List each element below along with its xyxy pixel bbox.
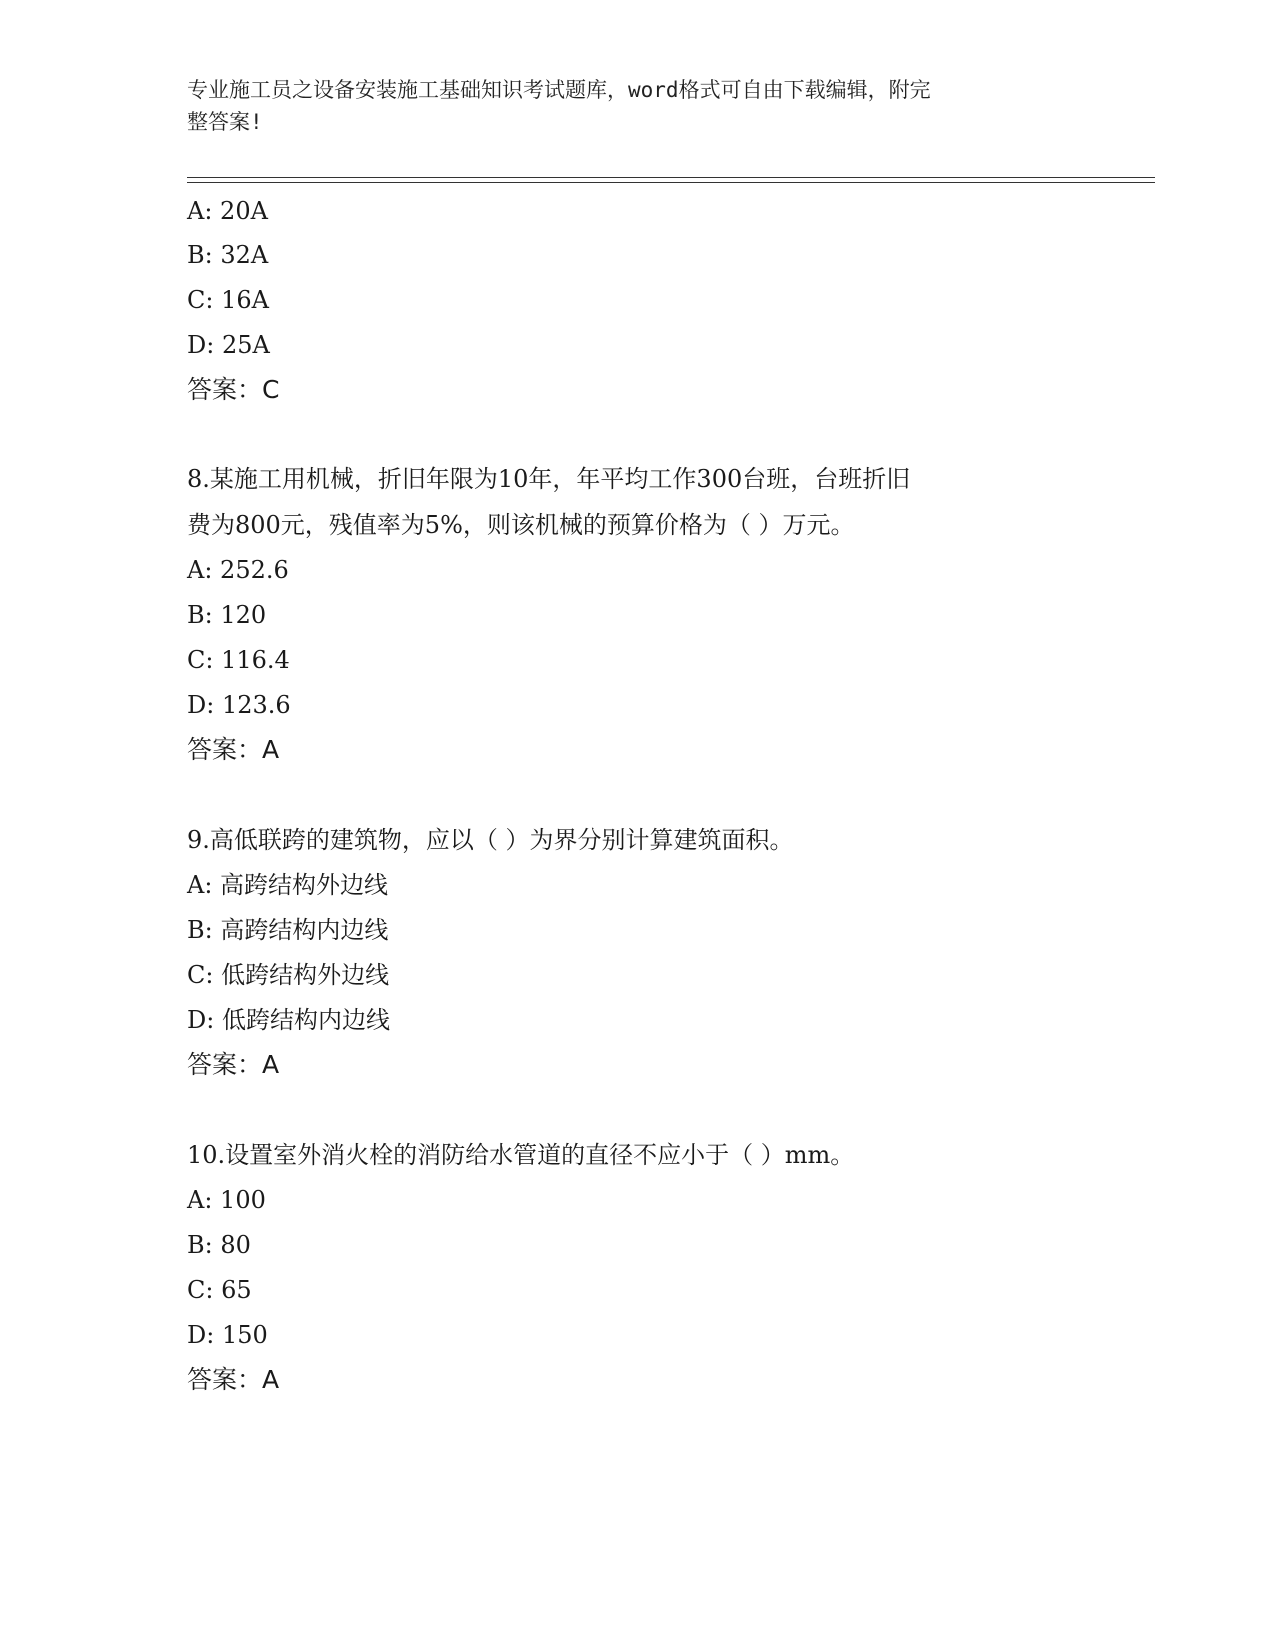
q7-option-c: C: 16A	[187, 286, 269, 314]
q7-option-b: B: 32A	[187, 241, 269, 269]
header-line-2: 整答案!	[187, 110, 263, 134]
q10-option-d: D: 150	[187, 1321, 268, 1349]
q10-option-c: C: 65	[187, 1276, 252, 1304]
q8-option-a: A: 252.6	[187, 556, 289, 584]
q7-option-d: D: 25A	[187, 331, 270, 359]
q7-answer: 答案：C	[187, 375, 280, 404]
q8-option-d: D: 123.6	[187, 691, 291, 719]
q8-stem-line-2: 费为800元，残值率为5%，则该机械的预算价格为（ ）万元。	[187, 511, 855, 539]
header-line-1: 专业施工员之设备安装施工基础知识考试题库，word格式可自由下载编辑，附完	[187, 78, 931, 102]
q9-option-c: C: 低跨结构外边线	[187, 961, 390, 989]
q8-option-c: C: 116.4	[187, 646, 290, 674]
q9-option-b: B: 高跨结构内边线	[187, 916, 389, 944]
q10-answer: 答案：A	[187, 1365, 280, 1394]
q10-option-a: A: 100	[187, 1186, 266, 1214]
q7-option-a: A: 20A	[187, 197, 268, 225]
q10-option-b: B: 80	[187, 1231, 251, 1259]
document-header	[187, 74, 1087, 138]
q8-answer: 答案：A	[187, 735, 280, 764]
q9-option-a: A: 高跨结构外边线	[187, 871, 389, 899]
q8-option-b: B: 120	[187, 601, 267, 629]
header-divider-top	[187, 177, 1155, 178]
header-divider-bottom	[187, 182, 1155, 183]
q8-stem-line-1: 8.某施工用机械，折旧年限为10年，年平均工作300台班，台班折旧	[187, 465, 911, 493]
q10-stem: 10.设置室外消火栓的消防给水管道的直径不应小于（ ）mm。	[187, 1141, 855, 1169]
q9-answer: 答案：A	[187, 1050, 280, 1079]
q9-option-d: D: 低跨结构内边线	[187, 1006, 390, 1034]
q9-stem: 9.高低联跨的建筑物，应以（ ）为界分别计算建筑面积。	[187, 826, 794, 854]
